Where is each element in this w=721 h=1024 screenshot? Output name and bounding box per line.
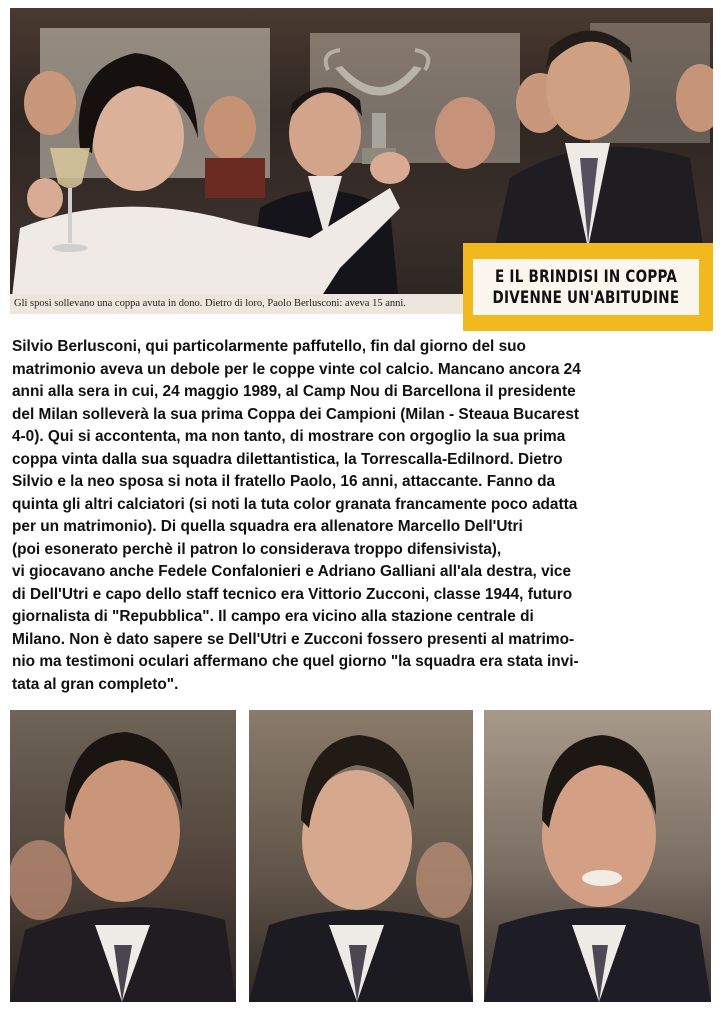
article-line: Milano. Non è dato sapere se Dell'Utri e Zucconi fossero presenti al matrimo- — [12, 630, 575, 648]
article-line: Silvio e la neo sposa si nota il fratello Paolo, 16 anni, attaccante. Fanno da — [12, 473, 556, 490]
article-line: anni alla sera in cui, 24 maggio 1989, al Camp Nou di Barcellona il presidente — [12, 383, 576, 400]
portrait-photo-1 — [10, 710, 236, 1002]
article-line: matrimonio aveva un debole per le coppe vinte col calcio. Mancano ancora 24 — [12, 360, 581, 378]
portrait-illustration-3 — [484, 710, 711, 1002]
headline-box — [463, 243, 713, 331]
article-line: di Dell'Utri e capo dello staff tecnico era Vittorio Zucconi, classe 1944, futuro — [12, 585, 573, 603]
portrait-photo-2 — [249, 710, 473, 1002]
photo-caption: Gli sposi sollevano una coppa avuta in dono. Dietro di loro, Paolo Berlusconi: aveva 15 anni. — [10, 294, 469, 314]
article-line: coppa vinta dalla sua squadra dilettantistica, la Torrescalla-Edilnord. Dietro — [12, 450, 563, 468]
article-line: tata al gran completo". — [12, 675, 179, 693]
article-line: (poi esonerato perchè il patron lo considerava troppo difensivista), — [12, 540, 502, 558]
article-line: 4-0). Qui si accontenta, ma non tanto, di mostrare con orgoglio la sua prima — [12, 428, 566, 445]
headline-line-1: E IL BRINDISI IN COPPA — [494, 267, 678, 286]
article-body — [12, 336, 712, 696]
article-line: vi giocavano anche Fedele Confalonieri e Adriano Galliani all'ala destra, vice — [12, 563, 572, 580]
article-line: per un matrimonio). Di quella squadra era allenatore Marcello Dell'Utri — [12, 518, 523, 535]
headline-line-2: DIVENNE UN'ABITUDINE — [492, 288, 680, 307]
article-line: giornalista di "Repubblica". Il campo era vicino alla stazione centrale di — [12, 608, 534, 625]
headline-inner — [473, 259, 699, 315]
article-line: quinta gli altri calciatori (si noti la tuta color granata francamente poco adatta — [12, 495, 578, 513]
portrait-photo-3 — [484, 710, 711, 1002]
portrait-illustration-1 — [10, 710, 236, 1002]
article-line: Silvio Berlusconi, qui particolarmente paffutello, fin dal giorno del suo — [12, 338, 526, 355]
portrait-illustration-2 — [249, 710, 473, 1002]
article-line: del Milan solleverà la sua prima Coppa dei Campioni (Milan - Steaua Bucarest — [12, 405, 580, 423]
article-line: nio ma testimoni oculari affermano che quel giorno "la squadra era stata invi- — [12, 653, 579, 670]
